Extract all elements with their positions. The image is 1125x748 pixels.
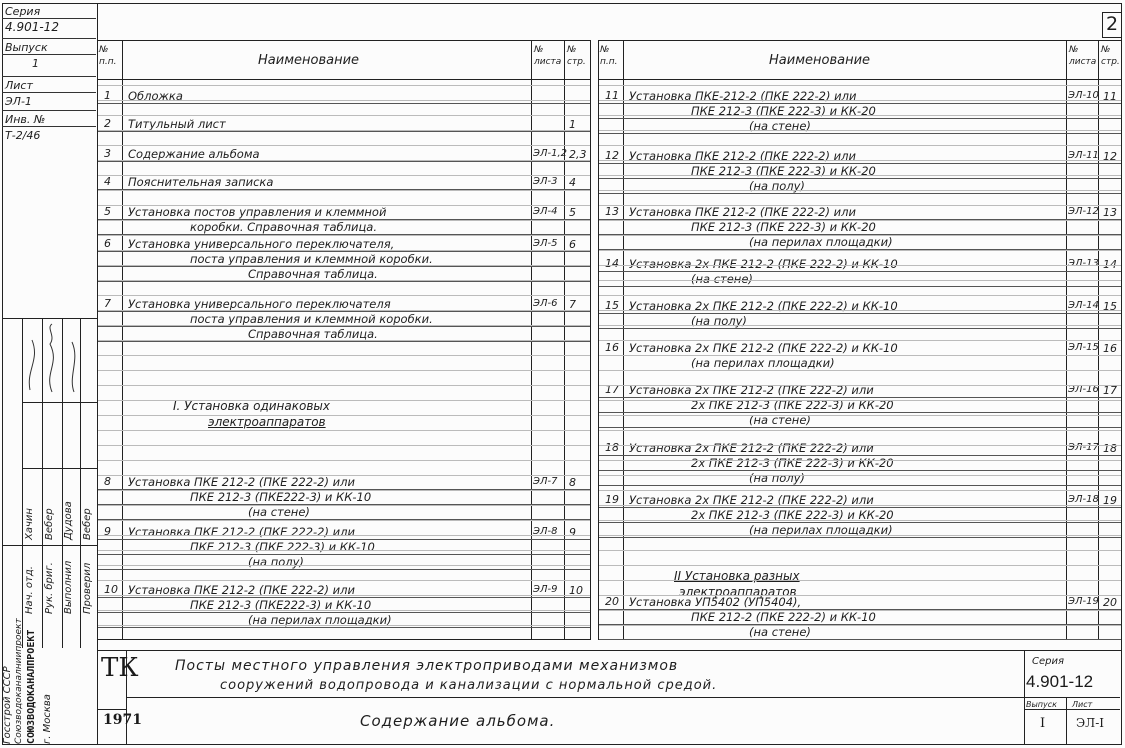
row-sheet-ref: ЭЛ-5	[533, 238, 558, 249]
row-page: 13	[1103, 206, 1117, 219]
name-lead: Вебер	[44, 508, 55, 540]
section-2-line2: электроаппаратов	[679, 585, 797, 599]
row-title-line: Содержание альбома	[128, 147, 260, 161]
row-number: 8	[104, 475, 111, 488]
row-sheet-ref: ЭЛ-1,2	[533, 148, 568, 159]
strip-sheet-label: Лист	[2, 77, 96, 93]
row-sheet-ref: ЭЛ-4	[533, 206, 558, 217]
tb-series-value: 4.901-12	[1026, 672, 1094, 691]
section-1-line2: электроаппаратов	[208, 415, 326, 429]
strip-issue-label: Выпуск	[2, 39, 96, 55]
row-page: 18	[1103, 442, 1117, 455]
row-title-line: (на перилах площадки)	[749, 523, 893, 537]
row-title-line: поста управления и клеммной коробки.	[190, 312, 433, 326]
strip-inv-value: Т-2/46	[5, 129, 41, 142]
row-sheet-ref: ЭЛ-17	[1068, 442, 1099, 453]
row-title-line: Установка 2х ПКЕ 212-2 (ПКЕ 222-2) или	[629, 383, 874, 397]
role-made: Выполнил	[63, 560, 74, 614]
row-number: 11	[605, 89, 619, 102]
row-page: 17	[1103, 384, 1117, 397]
row-title-line: (на перилах площадки)	[691, 356, 835, 370]
sheet-subtitle: Содержание альбома.	[360, 712, 556, 730]
strip-series-label: Серия	[2, 3, 96, 19]
row-title-line: Установка универсального переключателя,	[128, 237, 395, 251]
row-title-line: ПКЕ 212-3 (ПКЕ 222-3) и КК-20	[691, 220, 876, 234]
row-number: 18	[605, 441, 619, 454]
row-title-line: Установка ПКЕ 212-2 (ПКЕ 222-2) или	[629, 149, 856, 163]
row-title-line: ПКЕ 212-3 (ПКЕ 222-3) и КК-20	[691, 164, 876, 178]
row-title-line: Обложка	[128, 89, 183, 103]
row-title-line: Справочная таблица.	[248, 267, 378, 281]
row-title-line: коробки. Справочная таблица.	[190, 220, 377, 234]
row-sheet-ref: ЭЛ-9	[533, 584, 558, 595]
row-title-line: Установка 2х ПКЕ 212-2 (ПКЕ 222-2) и КК-10	[629, 299, 898, 313]
row-page: 14	[1103, 258, 1117, 271]
section-2-line1: II Установка разных	[674, 569, 800, 583]
right-header-no: № п.п.	[600, 45, 618, 67]
album-title-line2: сооружений водопровода и канализации с нормальной средой.	[220, 678, 718, 693]
row-sheet-ref: ЭЛ-7	[533, 476, 558, 487]
row-title-line: ПКЕ 212-2 (ПКЕ 222-2) и КК-10	[691, 610, 876, 624]
row-sheet-ref: ЭЛ-3	[533, 176, 558, 187]
row-title-line: ПКЕ 212-3 (ПКЕ222-3) и КК-10	[190, 490, 372, 504]
tb-issue-value: I	[1040, 716, 1046, 731]
row-page: 19	[1103, 494, 1117, 507]
row-title-line: Установка 2х ПКЕ 212-2 (ПКЕ 222-2) и КК-10	[629, 257, 898, 271]
row-sheet-ref: ЭЛ-18	[1068, 494, 1099, 505]
left-header-sheet: № листа	[534, 45, 562, 67]
row-title-line: 2х ПКЕ 212-3 (ПКЕ 222-3) и КК-20	[691, 508, 894, 522]
row-title-line: Пояснительная записка	[128, 175, 274, 189]
row-sheet-ref: ЭЛ-13	[1068, 258, 1099, 269]
strip-sig-top	[2, 318, 98, 319]
left-header-no: № п.п.	[99, 45, 117, 67]
row-number: 1	[104, 89, 111, 102]
strip-sig-bot	[22, 468, 98, 469]
row-page: 10	[569, 584, 583, 597]
row-title-line: (на стене)	[749, 413, 811, 427]
name-check: Вебер	[82, 508, 93, 540]
row-title-line: поста управления и клеммной коробки.	[190, 252, 433, 266]
row-sheet-ref: ЭЛ-15	[1068, 342, 1099, 353]
signatures	[22, 320, 98, 400]
row-page: 8	[569, 476, 576, 489]
strip-issue-value: 1	[2, 55, 96, 77]
row-number: 12	[605, 149, 619, 162]
row-page: 1	[569, 118, 576, 131]
row-title-line: Установка 2х ПКЕ 212-2 (ПКЕ 222-2) и КК-10	[629, 341, 898, 355]
row-title-line: Установка ПКЕ 212-2 (ПКЕ 222-2) или	[629, 205, 856, 219]
row-sheet-ref: ЭЛ-19	[1068, 596, 1099, 607]
strip-series-value: 4.901-12	[2, 19, 96, 39]
row-number: 19	[605, 493, 619, 506]
sheet-number: 2	[1106, 13, 1119, 35]
row-sheet-ref: ЭЛ-16	[1068, 384, 1099, 395]
row-number: 9	[104, 525, 111, 538]
row-title-line: (на полу)	[691, 314, 747, 328]
row-title-line: 2х ПКЕ 212-3 (ПКЕ 222-3) и КК-20	[691, 456, 894, 470]
org-stamp: СОЮЗВОДОКАНАЛПРОЕКТ	[26, 629, 37, 744]
row-title-line: (на стене)	[248, 505, 310, 519]
row-title-line: ПКЕ 212-3 (ПКЕ222-3) и КК-10	[190, 598, 372, 612]
section-1-line1: I. Установка одинаковых	[173, 399, 330, 413]
row-title-line: (на полу)	[749, 179, 805, 193]
row-sheet-ref: ЭЛ-11	[1068, 150, 1099, 161]
row-title-line: Установка 2х ПКЕ 212-2 (ПКЕ 222-2) или	[629, 441, 874, 455]
row-number: 5	[104, 205, 111, 218]
contents-table-right	[598, 40, 1122, 640]
org-soyuz: Союзводоканалниипроект	[14, 618, 24, 744]
row-number: 10	[104, 583, 118, 596]
row-title-line: Установка УП5402 (УП5404),	[629, 595, 802, 609]
tb-sheet-label: Лист	[1072, 700, 1093, 709]
row-title-line: (на стене)	[749, 119, 811, 133]
row-title-line: ПКЕ 212-3 (ПКЕ 222-3) и КК-10	[190, 540, 375, 554]
row-sheet-ref: ЭЛ-10	[1068, 90, 1099, 101]
row-sheet-ref: ЭЛ-8	[533, 526, 558, 537]
tb-series-label: Серия	[1032, 656, 1064, 667]
year-mark: 1971	[103, 712, 142, 728]
row-page: 7	[569, 298, 576, 311]
row-number: 2	[104, 117, 111, 130]
role-head: Нач. отд.	[24, 566, 35, 614]
row-number: 15	[605, 299, 619, 312]
row-number: 14	[605, 257, 619, 270]
row-title-line: Титульный лист	[128, 117, 226, 131]
row-title-line: (на перилах площадки)	[749, 235, 893, 249]
strip-sig-mid	[22, 402, 98, 403]
row-sheet-ref: ЭЛ-12	[1068, 206, 1099, 217]
row-title-line: (на стене)	[691, 272, 753, 286]
row-number: 4	[104, 175, 111, 188]
row-page: 16	[1103, 342, 1117, 355]
row-number: 16	[605, 341, 619, 354]
row-number: 17	[605, 383, 619, 396]
row-page: 12	[1103, 150, 1117, 163]
row-title-line: (на полу)	[749, 471, 805, 485]
row-page: 20	[1103, 596, 1117, 609]
row-title-line: 2х ПКЕ 212-3 (ПКЕ 222-3) и КК-20	[691, 398, 894, 412]
name-head: Хачин	[24, 508, 35, 540]
right-header-name: Наименование	[769, 53, 871, 68]
row-page: 9	[569, 526, 576, 539]
tk-mark: ТК	[101, 653, 139, 683]
name-made: Дудова	[63, 501, 74, 540]
row-title-line: (на полу)	[248, 555, 304, 569]
album-title-line1: Посты местного управления электроприводами механизмов	[175, 658, 679, 674]
row-page: 6	[569, 238, 576, 251]
row-title-line: Установка постов управления и клеммной	[128, 205, 387, 219]
strip-sheet-value: ЭЛ-1	[2, 93, 96, 111]
row-title-line: Установка ПКЕ 212-2 (ПКЕ 222-2) или	[128, 525, 355, 539]
row-title-line: (на перилах площадки)	[248, 613, 392, 627]
row-title-line: Установка 2х ПКЕ 212-2 (ПКЕ 222-2) или	[629, 493, 874, 507]
row-title-line: Справочная таблица.	[248, 327, 378, 341]
row-sheet-ref: ЭЛ-14	[1068, 300, 1099, 311]
row-page: 11	[1103, 90, 1117, 103]
tb-sheet-value: ЭЛ-I	[1076, 716, 1104, 730]
row-number: 20	[605, 595, 619, 608]
left-header-name: Наименование	[258, 53, 360, 68]
right-header-page: № стр.	[1101, 45, 1120, 67]
tb-issue-label: Выпуск	[1026, 700, 1057, 709]
role-lead: Рук. бриг.	[44, 562, 55, 614]
row-title-line: Установка ПКЕ 212-2 (ПКЕ 222-2) или	[128, 583, 355, 597]
row-number: 3	[104, 147, 111, 160]
row-number: 13	[605, 205, 619, 218]
row-title-line: Установка ПКЕ 212-2 (ПКЕ 222-2) или	[128, 475, 355, 489]
strip-inv-label: Инв. №	[2, 111, 96, 127]
org-city: г. Москва	[42, 694, 53, 744]
role-check: Проверил	[82, 562, 93, 614]
contents-table-left	[97, 40, 591, 640]
row-page: 4	[569, 176, 576, 189]
left-header-page: № стр.	[567, 45, 586, 67]
row-page: 15	[1103, 300, 1117, 313]
org-gosstroy: Госстрой СССР	[2, 666, 13, 744]
row-title-line: Установка универсального переключателя	[128, 297, 391, 311]
row-title-line: ПКЕ 212-3 (ПКЕ 222-3) и КК-20	[691, 104, 876, 118]
row-title-line: Установка ПКЕ-212-2 (ПКЕ 222-2) или	[629, 89, 857, 103]
right-header-sheet: № листа	[1069, 45, 1097, 67]
row-page: 2,3	[569, 148, 587, 161]
strip-org-top	[2, 545, 98, 546]
row-page: 5	[569, 206, 576, 219]
row-sheet-ref: ЭЛ-6	[533, 298, 558, 309]
row-title-line: (на стене)	[749, 625, 811, 639]
row-number: 7	[104, 297, 111, 310]
row-number: 6	[104, 237, 111, 250]
